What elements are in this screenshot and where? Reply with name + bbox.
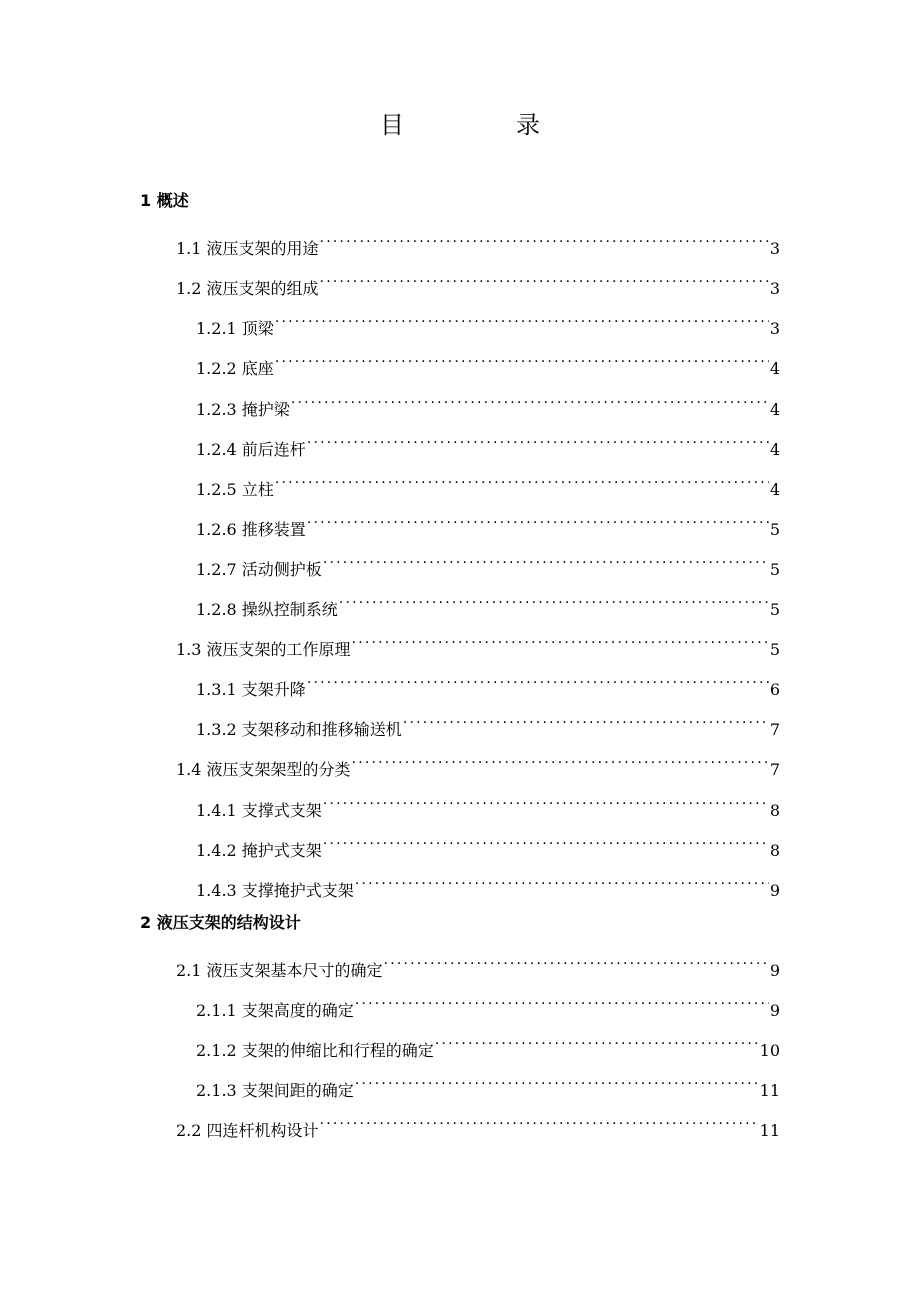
toc-page-number: 4 <box>769 479 780 499</box>
toc-entry <box>176 629 780 660</box>
toc-entry <box>196 589 780 619</box>
toc-dot-leader <box>352 629 769 655</box>
toc-entry-label: 2.2 四连杆机构设计 <box>176 1121 319 1141</box>
toc-page-number: 5 <box>769 640 780 660</box>
toc-dot-leader <box>355 1070 759 1096</box>
toc-page-number: 3 <box>769 279 780 299</box>
toc-entry-label: 1.2.6 推移装置 <box>196 519 306 539</box>
toc-entry-label: 2 液压支架的结构设计 <box>140 912 301 932</box>
toc-entry <box>196 790 780 820</box>
toc-dot-leader <box>307 669 769 695</box>
toc-entry <box>196 549 780 579</box>
toc-page-number: 7 <box>769 720 780 740</box>
toc-entry <box>196 1030 780 1061</box>
toc-entry-label: 1.4.3 支撑掩护式支架 <box>196 880 354 900</box>
toc-page-number: 4 <box>769 399 780 419</box>
toc-dot-leader <box>275 469 769 495</box>
toc-entry <box>196 990 780 1020</box>
toc-entry-label: 1.3 液压支架的工作原理 <box>176 640 351 660</box>
toc-dot-leader <box>275 308 769 334</box>
toc-entry <box>196 389 780 419</box>
toc-page-number: 3 <box>769 319 780 339</box>
toc-entry-label: 2.1.1 支架高度的确定 <box>196 1001 354 1020</box>
toc-page-number: 8 <box>769 840 780 860</box>
toc-dot-leader <box>355 870 769 896</box>
toc-entry <box>196 1070 780 1101</box>
toc-entry-label: 1.2.3 掩护梁 <box>196 399 290 419</box>
toc-page-number: 9 <box>769 1001 780 1020</box>
toc-entry <box>176 268 780 299</box>
toc-chapter-heading <box>140 188 189 214</box>
toc-dot-leader <box>435 1030 759 1056</box>
toc-entry <box>196 830 780 860</box>
toc-title: 目 录 <box>380 111 584 139</box>
toc-dot-leader <box>320 268 769 294</box>
toc-page-number: 9 <box>769 960 780 980</box>
toc-entry-label: 2.1 液压支架基本尺寸的确定 <box>176 960 383 980</box>
toc-dot-leader <box>323 790 769 816</box>
toc-dot-leader <box>307 509 769 535</box>
toc-dot-leader <box>307 429 769 455</box>
toc-dot-leader <box>384 950 769 976</box>
toc-page-number: 9 <box>769 880 780 900</box>
toc-entry-label: 1.4.1 支撑式支架 <box>196 800 322 820</box>
toc-entry-label: 1.2.5 立柱 <box>196 479 274 499</box>
toc-dot-leader <box>275 348 769 374</box>
toc-entry <box>196 308 780 339</box>
toc-entry-label: 1.2.8 操纵控制系统 <box>196 600 338 619</box>
toc-entry <box>196 870 780 900</box>
toc-entry-label: 1 概述 <box>140 191 189 210</box>
toc-dot-leader <box>320 1110 759 1136</box>
toc-page-number: 4 <box>769 359 780 379</box>
toc-page-number: 10 <box>759 1041 780 1061</box>
toc-page-number: 8 <box>769 800 780 820</box>
toc-dot-leader <box>323 830 769 856</box>
toc-entry-label: 1.1 液压支架的用途 <box>176 239 319 259</box>
toc-entry-label: 1.2 液压支架的组成 <box>176 279 319 299</box>
toc-page-number: 4 <box>769 439 780 459</box>
toc-dot-leader <box>323 549 769 575</box>
toc-entry-label: 2.1.3 支架间距的确定 <box>196 1081 354 1101</box>
toc-chapter-heading <box>140 910 301 936</box>
toc-entry <box>196 348 780 379</box>
toc-entry <box>196 669 780 700</box>
toc-entry <box>196 429 780 459</box>
toc-page-number: 11 <box>759 1121 780 1141</box>
toc-entry-label: 1.2.1 顶梁 <box>196 319 274 339</box>
toc-entry <box>196 509 780 539</box>
toc-dot-leader <box>403 709 769 735</box>
toc-entry <box>196 469 780 499</box>
toc-entry-label: 2.1.2 支架的伸缩比和行程的确定 <box>196 1041 434 1061</box>
toc-entry-label: 1.2.7 活动侧护板 <box>196 559 322 579</box>
toc-page-number: 3 <box>769 239 780 259</box>
toc-dot-leader <box>339 589 769 615</box>
toc-entry <box>176 1110 780 1141</box>
toc-page-number: 7 <box>769 760 780 780</box>
toc-entry-label: 1.3.1 支架升降 <box>196 680 306 700</box>
toc-entry-label: 1.2.4 前后连杆 <box>196 439 306 459</box>
toc-dot-leader <box>355 990 769 1016</box>
toc-entry-label: 1.4.2 掩护式支架 <box>196 840 322 860</box>
toc-page-number: 5 <box>769 519 780 539</box>
toc-page-number: 5 <box>769 600 780 619</box>
toc-dot-leader <box>352 749 769 775</box>
toc-dot-leader <box>291 389 769 415</box>
toc-page-number: 5 <box>769 559 780 579</box>
toc-entry-label: 1.4 液压支架架型的分类 <box>176 760 351 780</box>
toc-entry-label: 1.3.2 支架移动和推移输送机 <box>196 720 402 740</box>
toc-page-number: 6 <box>769 680 780 700</box>
toc-entry <box>196 709 780 740</box>
toc-entry <box>176 228 780 259</box>
toc-page-number: 11 <box>759 1081 780 1101</box>
toc-entry-label: 1.2.2 底座 <box>196 359 274 379</box>
toc-entry <box>176 749 780 780</box>
toc-dot-leader <box>320 228 769 254</box>
toc-entry <box>176 950 780 980</box>
